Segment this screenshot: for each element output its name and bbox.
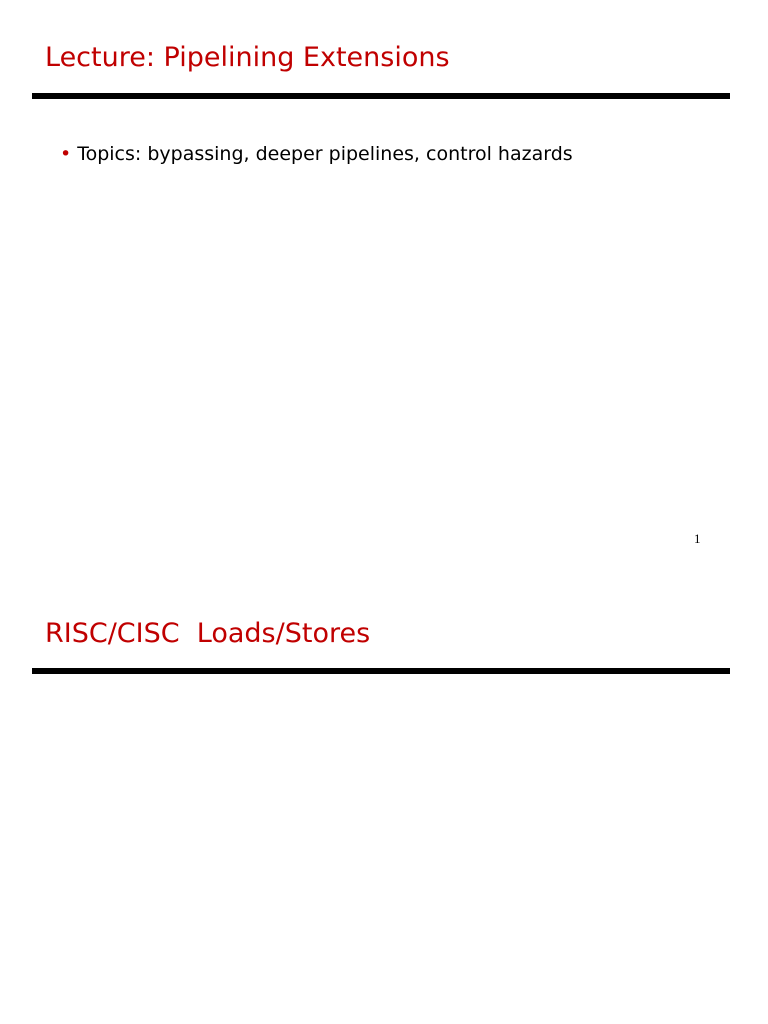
page-number: 1 bbox=[694, 531, 701, 546]
slide-2 bbox=[0, 576, 768, 1024]
title-divider bbox=[32, 93, 730, 99]
bullet-marker: • bbox=[60, 143, 72, 165]
slide-title: RISC/CISC Loads/Stores bbox=[45, 618, 371, 649]
bullet-item bbox=[60, 141, 573, 167]
slide-title: Lecture: Pipelining Extensions bbox=[45, 42, 450, 73]
bullet-text: Topics: bypassing, deeper pipelines, control hazards bbox=[77, 143, 573, 165]
bullet-list bbox=[60, 141, 573, 167]
title-divider bbox=[32, 668, 730, 674]
